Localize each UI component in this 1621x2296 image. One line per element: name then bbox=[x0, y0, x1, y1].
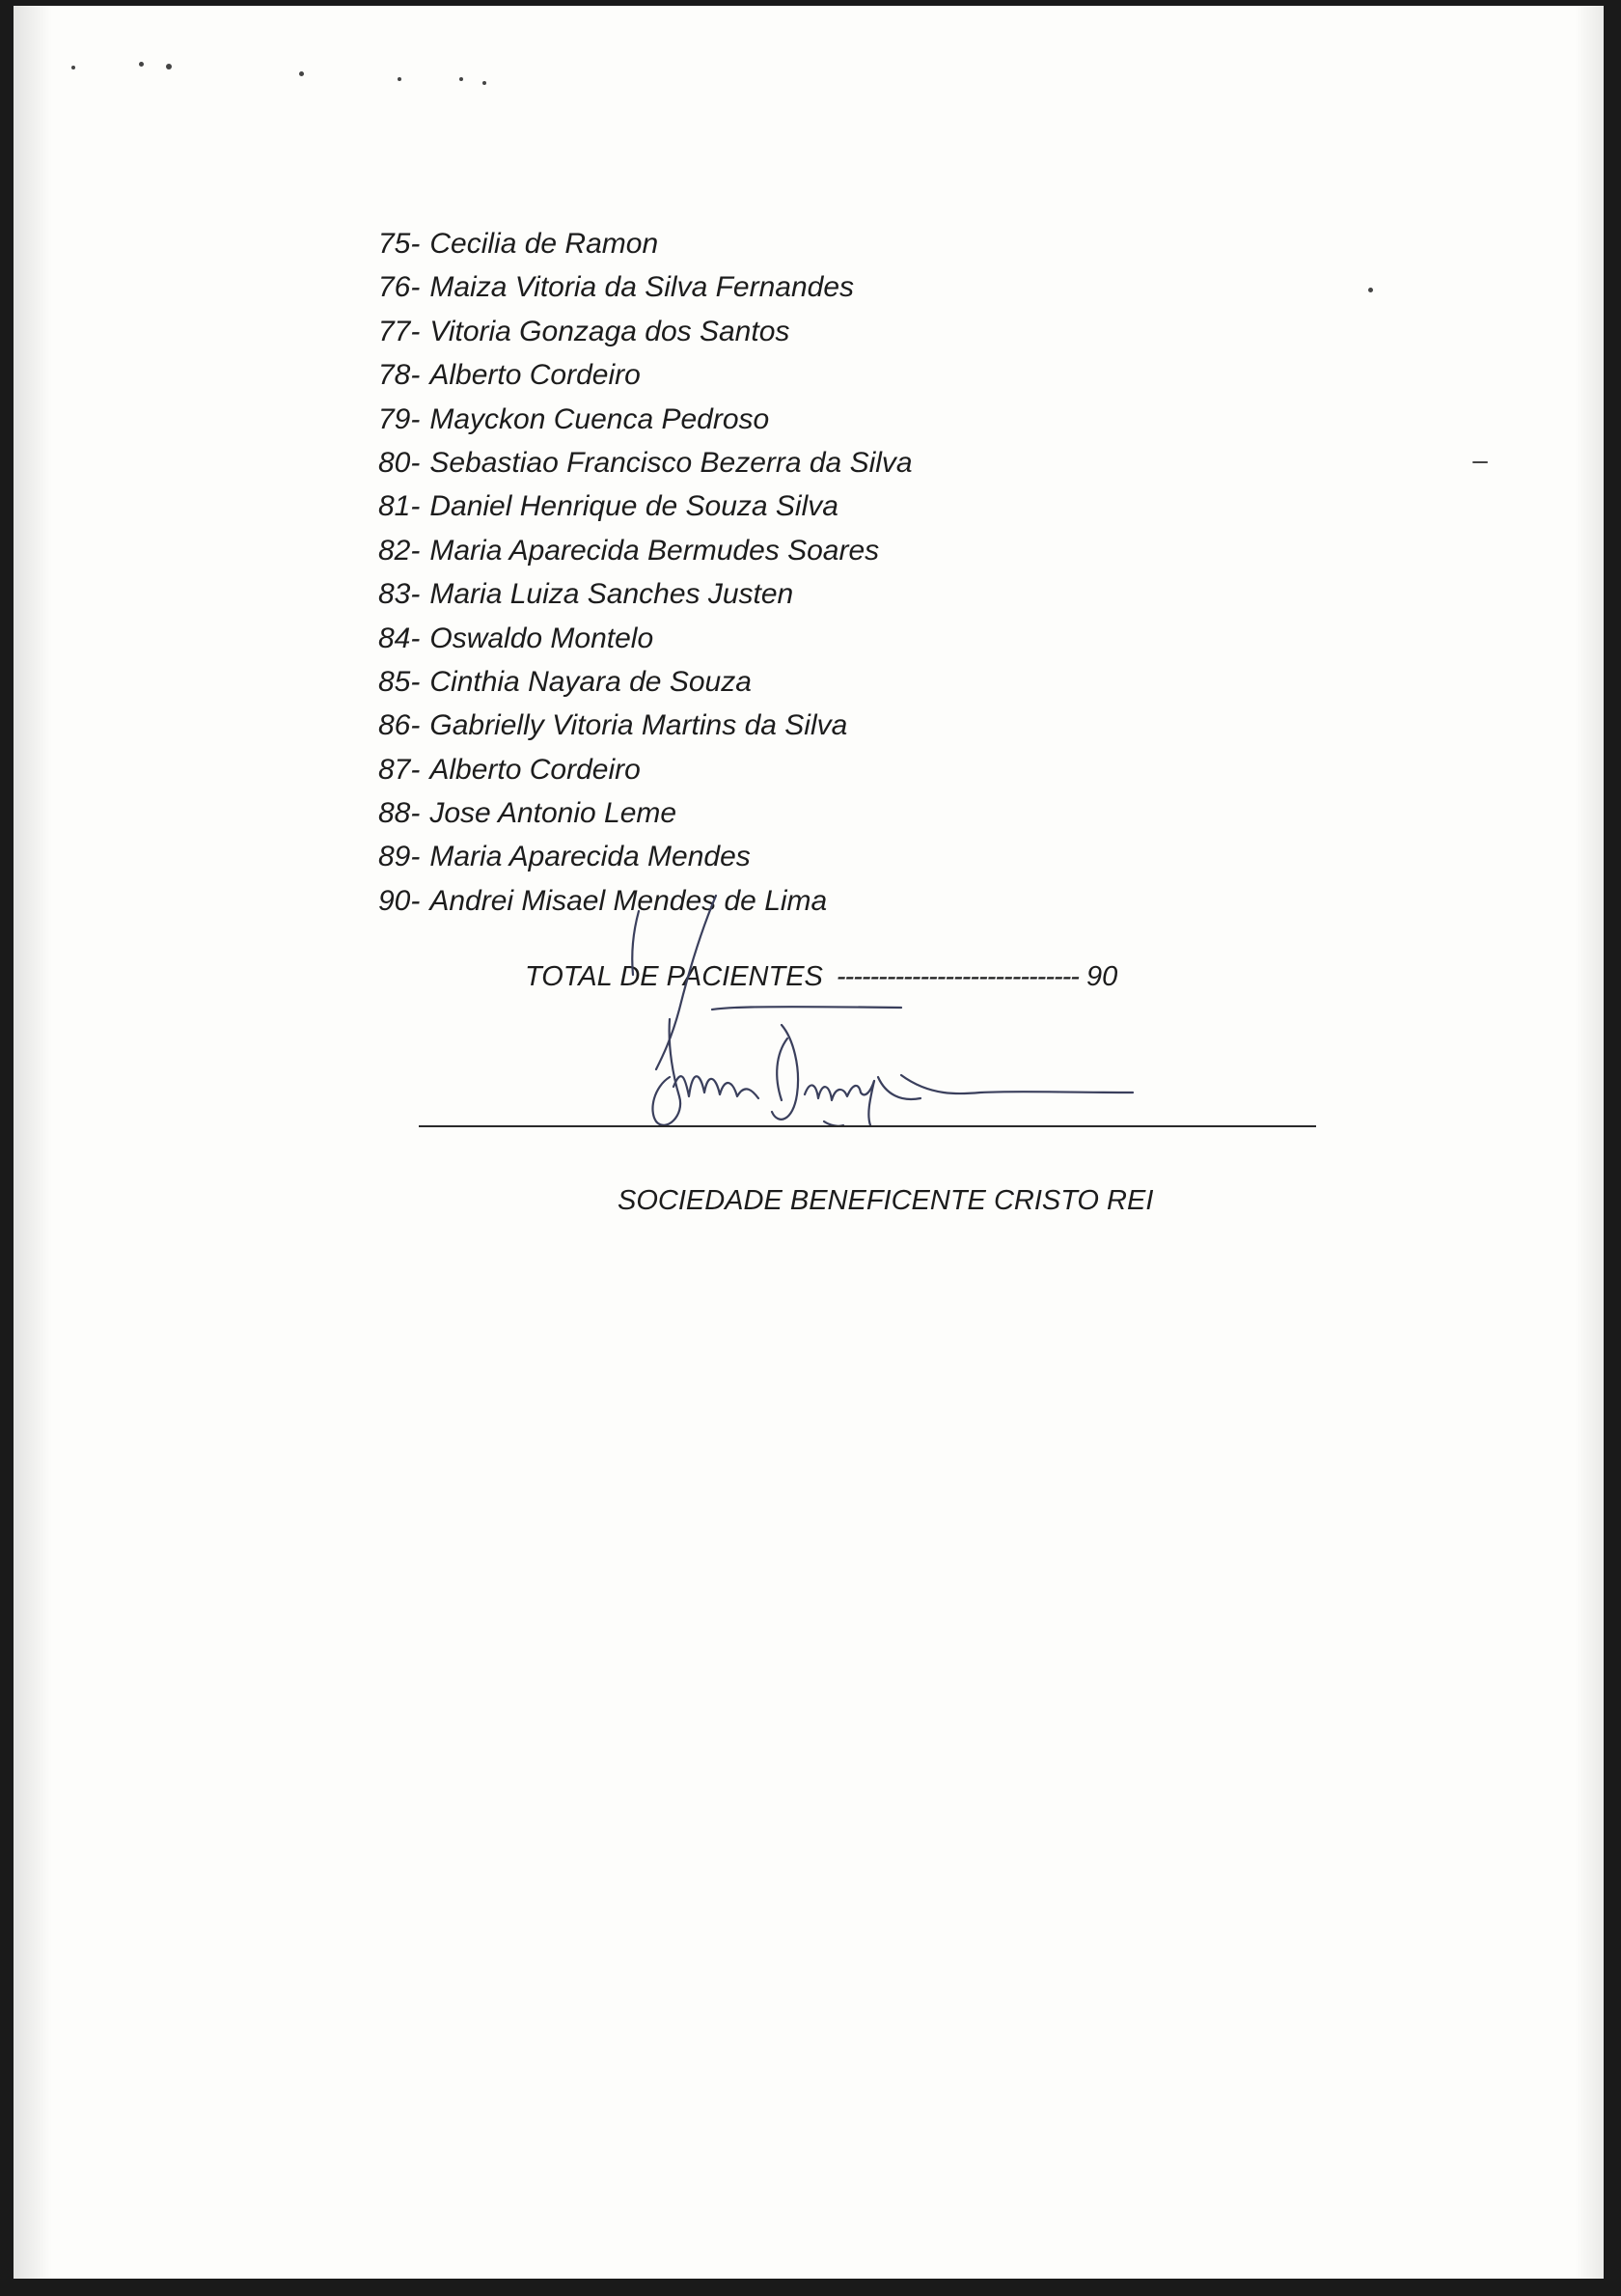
item-number: 85- bbox=[378, 665, 421, 698]
scan-speck bbox=[1472, 461, 1488, 463]
item-number: 82- bbox=[378, 534, 421, 567]
list-item bbox=[378, 265, 913, 309]
item-number: 90- bbox=[378, 884, 421, 917]
patient-name: Andrei Misael Mendes de Lima bbox=[429, 884, 828, 917]
list-item bbox=[378, 529, 913, 572]
item-number: 83- bbox=[378, 578, 421, 611]
list-item bbox=[378, 310, 913, 353]
list-item bbox=[378, 748, 913, 791]
item-number: 75- bbox=[378, 228, 421, 260]
patient-name: Cecilia de Ramon bbox=[429, 228, 659, 260]
patient-name: Alberto Cordeiro bbox=[429, 753, 641, 786]
patient-name: Sebastiao Francisco Bezerra da Silva bbox=[429, 446, 913, 479]
patient-name: Jose Antonio Leme bbox=[429, 797, 677, 830]
patient-name: Oswaldo Montelo bbox=[429, 622, 654, 654]
scan-speck bbox=[139, 62, 144, 67]
patient-name: Maria Luiza Sanches Justen bbox=[429, 578, 794, 611]
item-number: 77- bbox=[378, 315, 421, 347]
list-item bbox=[378, 484, 913, 528]
list-item bbox=[378, 791, 913, 835]
list-item bbox=[378, 441, 913, 484]
item-number: 78- bbox=[378, 359, 421, 392]
list-item bbox=[378, 617, 913, 660]
list-item bbox=[378, 398, 913, 441]
scan-speck bbox=[1368, 288, 1373, 292]
item-number: 84- bbox=[378, 622, 421, 654]
total-leader-dashes: ----------------------------- bbox=[836, 961, 1079, 992]
scan-shadow-left bbox=[14, 6, 52, 2279]
item-number: 86- bbox=[378, 709, 421, 742]
patient-list bbox=[378, 222, 913, 923]
list-item bbox=[378, 222, 913, 265]
document-page bbox=[14, 6, 1604, 2279]
list-item bbox=[378, 353, 913, 397]
scan-speck bbox=[459, 77, 463, 81]
item-number: 88- bbox=[378, 797, 421, 830]
patient-name: Vitoria Gonzaga dos Santos bbox=[429, 315, 790, 347]
item-number: 87- bbox=[378, 753, 421, 786]
patient-name: Cinthia Nayara de Souza bbox=[429, 665, 752, 698]
scan-speck bbox=[299, 71, 304, 76]
item-number: 81- bbox=[378, 490, 421, 523]
item-number: 89- bbox=[378, 841, 421, 873]
scan-shadow-right bbox=[1575, 6, 1604, 2279]
scan-speck bbox=[71, 66, 75, 69]
signature-line bbox=[419, 1125, 1316, 1127]
patient-name: Mayckon Cuenca Pedroso bbox=[429, 402, 770, 435]
scan-speck bbox=[398, 77, 401, 81]
scan-speck bbox=[482, 81, 486, 85]
scan-speck bbox=[166, 64, 172, 69]
patient-name: Maria Aparecida Mendes bbox=[429, 841, 751, 873]
total-value: 90 bbox=[1085, 961, 1118, 992]
patient-name: Alberto Cordeiro bbox=[429, 359, 641, 392]
patient-name: Maria Aparecida Bermudes Soares bbox=[429, 534, 880, 567]
handwritten-signature bbox=[612, 894, 1152, 1164]
patient-name: Gabrielly Vitoria Martins da Silva bbox=[429, 709, 848, 742]
total-label: TOTAL DE PACIENTES bbox=[525, 961, 823, 992]
item-number: 76- bbox=[378, 271, 421, 304]
patient-name: Daniel Henrique de Souza Silva bbox=[429, 490, 838, 523]
item-number: 79- bbox=[378, 402, 421, 435]
list-item bbox=[378, 704, 913, 747]
list-item bbox=[378, 572, 913, 616]
organization-name: SOCIEDADE BENEFICENTE CRISTO REI bbox=[618, 1185, 1154, 1216]
list-item bbox=[378, 660, 913, 704]
patient-name: Maiza Vitoria da Silva Fernandes bbox=[429, 271, 855, 304]
list-item bbox=[378, 835, 913, 878]
item-number: 80- bbox=[378, 446, 421, 479]
